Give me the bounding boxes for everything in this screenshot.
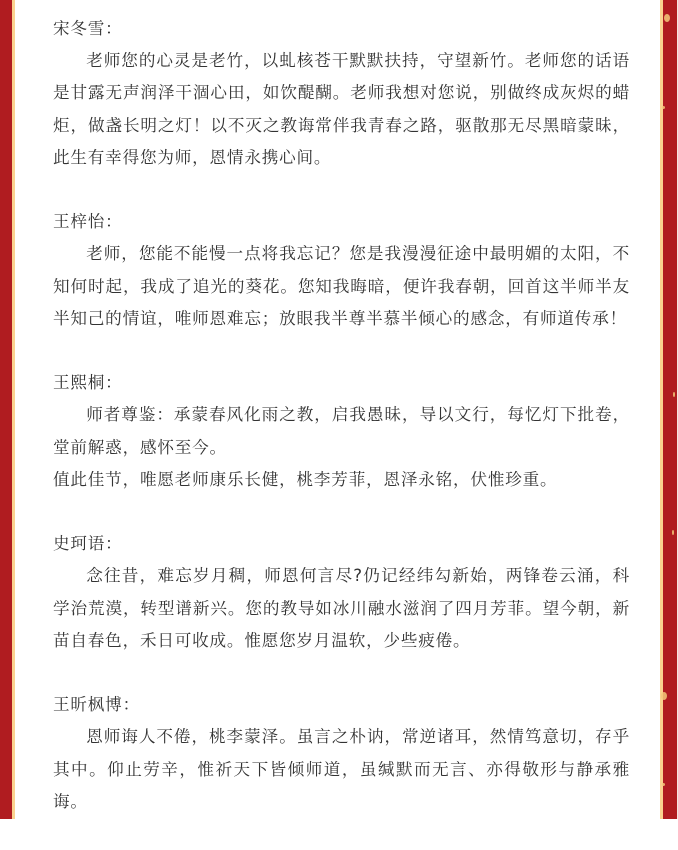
message-entry <box>53 528 630 657</box>
message-list <box>53 13 630 850</box>
message-paragraph: 师者尊鉴：承蒙春风化雨之教，启我愚昧，导以文行，每忆灯下批卷，堂前解惑，感怀至今。 <box>53 405 630 457</box>
author-name: 史珂语： <box>53 534 123 554</box>
message-entry <box>53 689 630 818</box>
gold-sparkle-decoration <box>673 392 675 397</box>
gold-sparkle-decoration <box>664 14 670 22</box>
author-name: 王昕枫博： <box>53 695 140 715</box>
gold-sparkle-decoration <box>672 530 674 535</box>
message-paragraph: 值此佳节，唯愿老师康乐长健，桃李芳菲，恩泽永铭，伏惟珍重。 <box>53 469 558 489</box>
author-name: 王梓怡： <box>53 212 123 232</box>
message-paragraph: 老师您的心灵是老竹，以虬核苍干默默扶持，守望新竹。老师您的话语是甘露无声润泽干涸心田，如饮醍醐。老师我想对您说，别做终成灰烬的蜡炬，做盏长明之灯！以不灭之教诲常伴我青春之路，驱散那无尽黑暗蒙昧，此生有幸得您为师，恩情永携心间。 <box>53 51 630 167</box>
message-paragraph: 恩师诲人不倦，桃李蒙泽。虽言之朴讷，常逆诸耳，然情笃意切，存乎其中。仰止劳辛，惟祈天下皆倾师道，虽缄默而无言、亦得敬形与静承雅诲。 <box>53 727 630 811</box>
message-paragraph: 老师，您能不能慢一点将我忘记？您是我漫漫征途中最明媚的太阳，不知何时起，我成了追光的葵花。您知我晦暗，便许我春朝，回首这半师半友半知己的情谊，唯师恩难忘；放眼我半尊半慕半倾心的感念，有师道传承！ <box>53 244 630 328</box>
author-name: 宋冬雪： <box>53 19 123 38</box>
message-entry <box>53 206 630 335</box>
gold-sparkle-decoration <box>662 783 665 786</box>
left-red-border <box>0 0 12 819</box>
left-gold-stripe <box>12 0 15 819</box>
message-entry <box>53 13 630 174</box>
gold-sparkle-decoration <box>661 692 667 700</box>
message-paragraph: 念往昔，难忘岁月稠，师恩何言尽?仍记经纬勾新始，两锋卷云涌，科学治荒漠，转型谱新兴。您的教导如冰川融水滋润了四月芳菲。望今朝，新苗自春色，禾日可收成。惟愿您岁月温软，少些疲倦。 <box>53 566 630 650</box>
message-entry <box>53 367 630 496</box>
gold-sparkle-decoration <box>662 106 665 109</box>
author-name: 王熙桐： <box>53 373 123 393</box>
